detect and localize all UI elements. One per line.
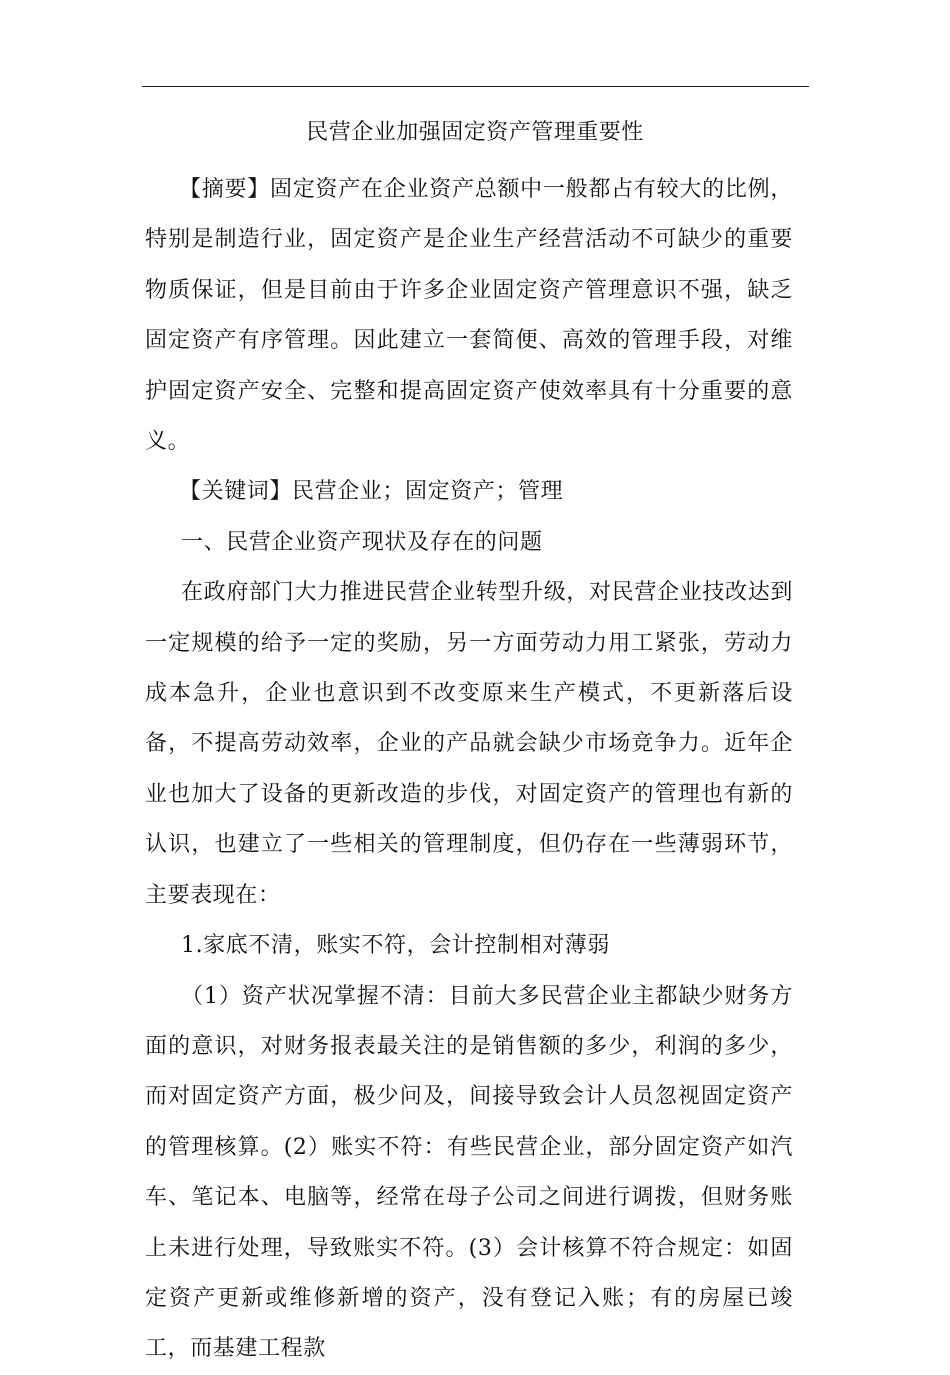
abstract-paragraph <box>145 165 793 467</box>
section-heading: 一、民营企业资产现状及存在的问题 <box>181 529 543 555</box>
keywords-text: 民营企业；固定资产；管理 <box>292 479 564 505</box>
keywords-label: 【关键词】 <box>179 479 293 505</box>
subsection-paragraph: （1）资产状况掌握不清：目前大多民营企业主都缺少财务方面的意识，对财务报表最关注的是销售额的多少，利润的多少，而对固定资产方面，极少问及，间接导致会计人员忽视固定资产的管理核算。(2）账实不符：有些民营企业，部分固定资产如汽车、笔记本、电脑等，经常在母子公司之间进行调拨，但财务账上未进行处理，导致账实不符。(3）会计核算不符合规定：如固定资产更新或维修新增的资产，没有登记入账；有的房屋已竣工，而基建工程款 <box>145 983 793 1362</box>
document-title: 民营企业加强固定资产管理重要性 <box>306 120 644 145</box>
keywords-paragraph <box>145 467 793 517</box>
abstract-text: 固定资产在企业资产总额中一般都占有较大的比例，特别是制造行业，固定资产是企业生产经营活动不可缺少的重要物质保证，但是目前由于许多企业固定资产管理意识不强，缺乏固定资产有序管理。因此建立一套简便、高效的管理手段，对维护固定资产安全、完整和提高固定资产使效率具有十分重要的意义。 <box>145 177 793 455</box>
header-rule <box>142 86 809 87</box>
abstract-label: 【摘要】 <box>179 177 270 202</box>
document-body <box>145 165 793 1375</box>
section-paragraph: 在政府部门大力推进民营企业转型升级，对民营企业技改达到一定规模的给予一定的奖励，另一方面劳动力用工紧张，劳动力成本急升，企业也意识到不改变原来生产模式，不更新落后设备，不提高劳动效率，企业的产品就会缺少市场竞争力。近年企业也加大了设备的更新改造的步伐，对固定资产的管理也有新的认识，也建立了一些相关的管理制度，但仍存在一些薄弱环节，主要表现在： <box>145 580 793 908</box>
subsection-heading: 1.家底不清，账实不符，会计控制相对薄弱 <box>181 933 610 959</box>
